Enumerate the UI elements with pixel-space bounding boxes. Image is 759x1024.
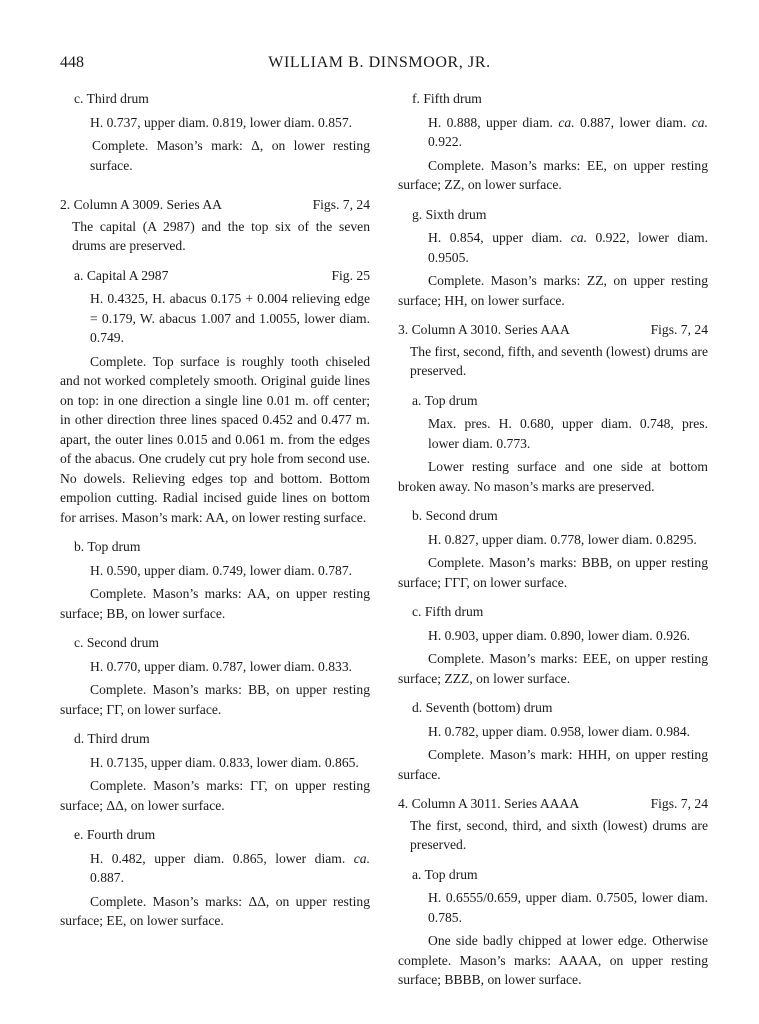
page-number: 448 (60, 54, 84, 71)
left-column (60, 89, 370, 931)
column-heading (60, 195, 370, 215)
entry-measurements: H. 0.7135, upper diam. 0.833, lower diam. 0.865. (90, 754, 359, 770)
entry-description: Complete. Mason’s marks: AA, on upper resting surface; BB, on lower surface. (60, 586, 370, 621)
figure-reference: Fig. 25 (331, 267, 370, 283)
column-title: 2. Column A 3009. Series AA (60, 197, 223, 212)
right-column (398, 89, 708, 990)
entry-heading: g. Sixth drum (412, 206, 487, 222)
entry-measurements: Max. pres. H. 0.680, upper diam. 0.748, pres. lower diam. 0.773. (428, 416, 708, 451)
entry-heading: d. Third drum (74, 731, 150, 746)
entry-measurements: H. 0.888, upper diam. ca. 0.887, lower diam. ca. 0.922. (428, 114, 708, 149)
entry-description: Complete. Mason’s marks: EE, on upper resting surface; ZZ, on lower surface. (398, 157, 708, 192)
entry-heading (60, 266, 370, 286)
column-heading (398, 320, 708, 340)
entry-heading: c. Second drum (74, 635, 159, 650)
column-title: 3. Column A 3010. Series AAA (398, 322, 570, 337)
entry-title: a. Capital A 2987 (74, 267, 169, 283)
entry-heading: e. Fourth drum (74, 827, 156, 842)
entry-description: Complete. Mason’s mark: Δ, on lower resting surface. (90, 138, 370, 173)
entry-measurements: H. 0.590, upper diam. 0.749, lower diam. 0.787. (90, 562, 353, 578)
column-intro: The capital (A 2987) and the top six of the seven drums are preserved. (72, 218, 370, 253)
entry-measurements: H. 0.903, upper diam. 0.890, lower diam. 0.926. (428, 627, 691, 643)
entry-heading: a. Top drum (412, 392, 478, 408)
column-title: 4. Column A 3011. Series AAAA (398, 796, 580, 811)
entry-description: Complete. Mason’s marks: BB, on upper resting surface; ΓΓ, on lower surface. (60, 682, 370, 717)
entry-description: Complete. Mason’s marks: ΓΓ, on upper resting surface; ΔΔ, on lower surface. (60, 778, 370, 813)
entry-measurements: H. 0.782, upper diam. 0.958, lower diam. 0.984. (428, 723, 691, 739)
entry-description: Complete. Mason’s marks: ΔΔ, on upper resting surface; EE, on lower surface. (60, 893, 370, 928)
entry-description: Lower resting surface and one side at bottom broken away. No mason’s marks are preserved. (398, 459, 708, 494)
entry-measurements: H. 0.770, upper diam. 0.787, lower diam. 0.833. (90, 658, 353, 674)
column-heading (398, 794, 708, 814)
entry-description: Complete. Mason’s marks: BBB, on upper resting surface; ΓΓΓ, on lower surface. (398, 555, 708, 590)
figure-reference: Figs. 7, 24 (650, 322, 708, 337)
column-intro: The first, second, third, and sixth (lowest) drums are preserved. (410, 817, 708, 852)
entry-description: Complete. Mason’s marks: ZZ, on upper resting surface; HH, on lower surface. (398, 273, 708, 308)
entry-description: Complete. Mason’s marks: EEE, on upper resting surface; ZZZ, on lower surface. (398, 651, 708, 686)
entry-heading: c. Fifth drum (412, 604, 484, 619)
running-head: WILLIAM B. DINSMOOR, JR. (268, 54, 491, 71)
entry-heading: b. Top drum (74, 539, 141, 554)
entry-heading: f. Fifth drum (412, 91, 482, 106)
entry-measurements: H. 0.4325, H. abacus 0.175 + 0.004 relieving edge = 0.179, W. abacus 1.007 and 1.0055, lower diam. 0.749. (90, 291, 370, 345)
entry-description: One side badly chipped at lower edge. Otherwise complete. Mason’s marks: AAAA, on upper resting surface; BBBB, on lower surface. (398, 933, 708, 987)
entry-heading: a. Top drum (412, 866, 478, 882)
figure-reference: Figs. 7, 24 (650, 796, 708, 811)
entry-measurements: H. 0.6555/0.659, upper diam. 0.7505, lower diam. 0.785. (428, 890, 708, 925)
figure-reference: Figs. 7, 24 (312, 197, 370, 212)
page-header (0, 54, 759, 74)
entry-heading: d. Seventh (bottom) drum (412, 700, 553, 715)
entry-heading: b. Second drum (412, 508, 498, 523)
entry-measurements: H. 0.854, upper diam. ca. 0.922, lower diam. 0.9505. (428, 230, 709, 265)
entry-measurements: H. 0.482, upper diam. 0.865, lower diam. ca. 0.887. (90, 850, 370, 885)
column-intro: The first, second, fifth, and seventh (lowest) drums are preserved. (410, 343, 708, 378)
entry-description: Complete. Mason’s mark: HHH, on upper resting surface. (398, 747, 708, 782)
entry-measurements: H. 0.827, upper diam. 0.778, lower diam. 0.8295. (428, 531, 697, 547)
entry-description: Complete. Top surface is roughly tooth chiseled and not worked completely smooth. Original guide lines on top: in one direction a single line 0.01 m. off center; in other direction three lines spaced 0.452 and 0.477 m. apart, the outer lines 0.015 and 0.061 m. from the edges of the abacus. One crudely cut pry hole from second use. No dowels. Relieving edges top and bottom. Bottom empolion cutting. Radial incised guide lines on bottom for arrises. Mason’s mark: AA, on lower resting surface. (60, 353, 370, 525)
entry-measurements: H. 0.737, upper diam. 0.819, lower diam. 0.857. (90, 114, 353, 130)
entry-heading: c. Third drum (74, 91, 149, 106)
